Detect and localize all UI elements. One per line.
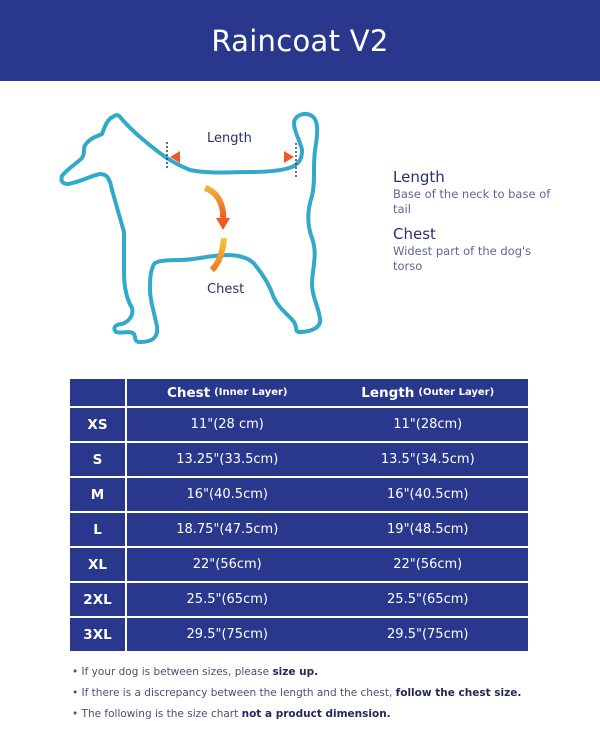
page-title: Raincoat V2 [211, 23, 389, 58]
table-row [70, 583, 528, 616]
size-label: L [70, 513, 125, 546]
bullet-icon: • [72, 666, 79, 678]
dog-outline-icon [50, 100, 350, 350]
legend-item-chest [393, 225, 553, 274]
header-size-cell [70, 379, 125, 406]
length-value: 13.5"(34.5cm) [328, 443, 529, 476]
header-length: Length (Outer Layer) [328, 379, 529, 406]
note-item: • If there is a discrepancy between the length and the chest, follow the chest size. [72, 687, 522, 699]
title-banner [0, 0, 600, 81]
measurement-legend [393, 168, 553, 282]
table-row [70, 513, 528, 546]
chest-value: 13.25"(33.5cm) [127, 443, 328, 476]
size-label: XL [70, 548, 125, 581]
legend-description: Base of the neck to base of tail [393, 187, 551, 216]
size-label: M [70, 478, 125, 511]
length-diagram-label: Length [207, 131, 252, 146]
note-item: • If your dog is between sizes, please size up. [72, 666, 319, 678]
chest-value: 29.5"(75cm) [127, 618, 328, 651]
table-row [70, 408, 528, 441]
header-chest: Chest (Inner Layer) [127, 379, 328, 406]
length-value: 22"(56cm) [328, 548, 529, 581]
length-value: 19"(48.5cm) [328, 513, 529, 546]
legend-title: Chest [393, 225, 436, 243]
size-label: XS [70, 408, 125, 441]
chest-value: 11"(28 cm) [127, 408, 328, 441]
bullet-icon: • [72, 708, 79, 720]
chest-value: 18.75"(47.5cm) [127, 513, 328, 546]
legend-title: Length [393, 168, 445, 186]
table-row [70, 478, 528, 511]
size-label: 2XL [70, 583, 125, 616]
table-row [70, 618, 528, 651]
legend-item-length [393, 168, 553, 217]
length-value: 29.5"(75cm) [328, 618, 529, 651]
length-value: 11"(28cm) [328, 408, 529, 441]
length-value: 25.5"(65cm) [328, 583, 529, 616]
note-item: • The following is the size chart not a product dimension. [72, 708, 391, 720]
length-value: 16"(40.5cm) [328, 478, 529, 511]
size-label: S [70, 443, 125, 476]
table-row [70, 548, 528, 581]
table-header-row [70, 379, 528, 406]
chest-value: 22"(56cm) [127, 548, 328, 581]
sizing-notes [72, 662, 552, 725]
size-chart-table [70, 379, 528, 653]
chest-diagram-label: Chest [207, 282, 245, 297]
chest-value: 25.5"(65cm) [127, 583, 328, 616]
table-row [70, 443, 528, 476]
legend-description: Widest part of the dog's torso [393, 244, 532, 273]
chest-value: 16"(40.5cm) [127, 478, 328, 511]
bullet-icon: • [72, 687, 79, 699]
size-label: 3XL [70, 618, 125, 651]
dog-measurement-diagram [50, 100, 350, 350]
